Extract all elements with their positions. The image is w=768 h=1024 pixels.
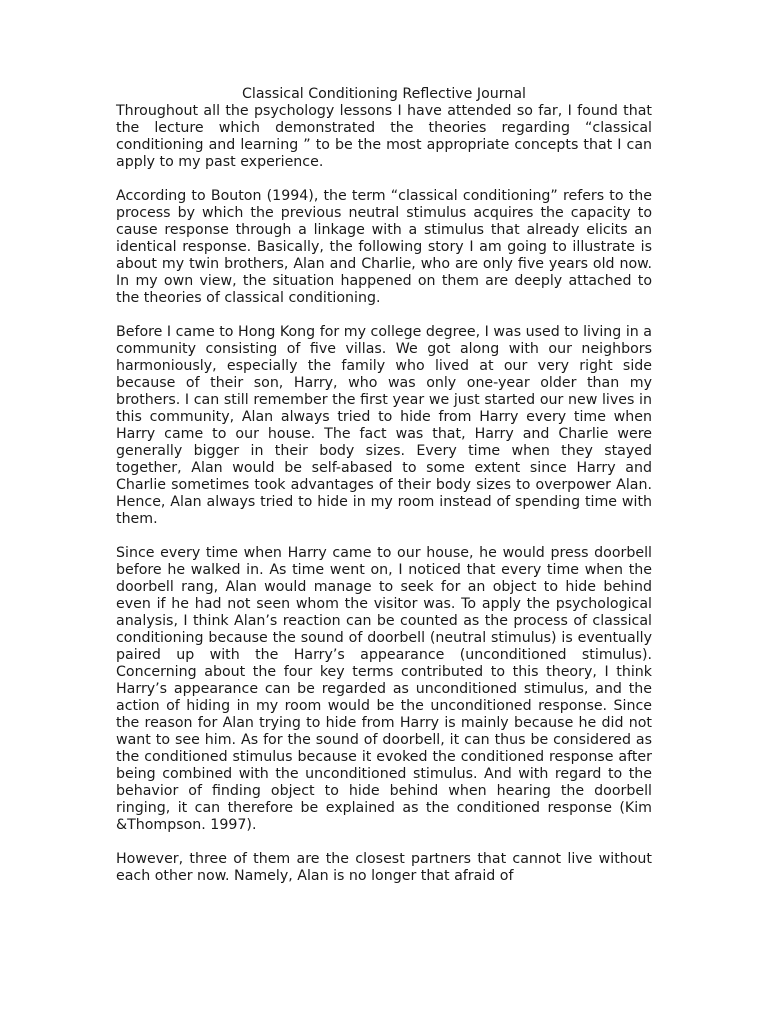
paragraph-analysis: Since every time when Harry came to our house, he would press doorbell before he walked in. As time went on, I noticed that every time when the doorbell rang, Alan would manage to seek for an object to hide behind even if he had not seen whom the visitor was. To apply the psychological analysis, I think Alan’s reaction can be counted as the process of classical conditioning because the sound of doorbell (neutral stimulus) is eventually paired up with the Harry’s appearance (unconditioned stimulus). Concerning about the four key terms contributed to this theory, I think Harry’s appearance can be regarded as unconditioned stimulus, and the action of hiding in my room would be the unconditioned response. Since the reason for Alan trying to hide from Harry is mainly because he did not want to see him. As for the sound of doorbell, it can thus be considered as the conditioned stimulus because it evoked the conditioned response after being combined with the unconditioned stimulus. And with regard to the behavior of finding object to hide behind when hearing the doorbell ringing, it can therefore be explained as the conditioned response (Kim &Thompson. 1997). <box>116 545 652 833</box>
document-title: Classical Conditioning Reflective Journal <box>242 86 526 102</box>
paragraph-intro: Throughout all the psychology lessons I have attended so far, I found that the lecture which demonstrated the theories regarding “classical conditioning and learning ” to be the most appropriate concepts that I can apply to my past experience. <box>116 103 652 170</box>
paragraph-definition: According to Bouton (1994), the term “classical conditioning” refers to the process by which the previous neutral stimulus acquires the capacity to cause response through a linkage with a stimulus that already elicits an identical response. Basically, the following story I am going to illustrate is about my twin brothers, Alan and Charlie, who are only five years old now. In my own view, the situation happened on them are deeply attached to the theories of classical conditioning. <box>116 188 652 306</box>
document-body <box>116 86 652 902</box>
paragraph-conclusion: However, three of them are the closest partners that cannot live without each other now. Namely, Alan is no longer that afraid of <box>116 851 652 884</box>
paragraph-background: Before I came to Hong Kong for my college degree, I was used to living in a community consisting of five villas. We got along with our neighbors harmoniously, especially the family who lived at our very right side because of their son, Harry, who was only one-year older than my brothers. I can still remember the first year we just started our new lives in this community, Alan always tried to hide from Harry every time when Harry came to our house. The fact was that, Harry and Charlie were generally bigger in their body sizes. Every time when they stayed together, Alan would be self-abased to some extent since Harry and Charlie sometimes took advantages of their body sizes to overpower Alan. Hence, Alan always tried to hide in my room instead of spending time with them. <box>116 324 652 527</box>
